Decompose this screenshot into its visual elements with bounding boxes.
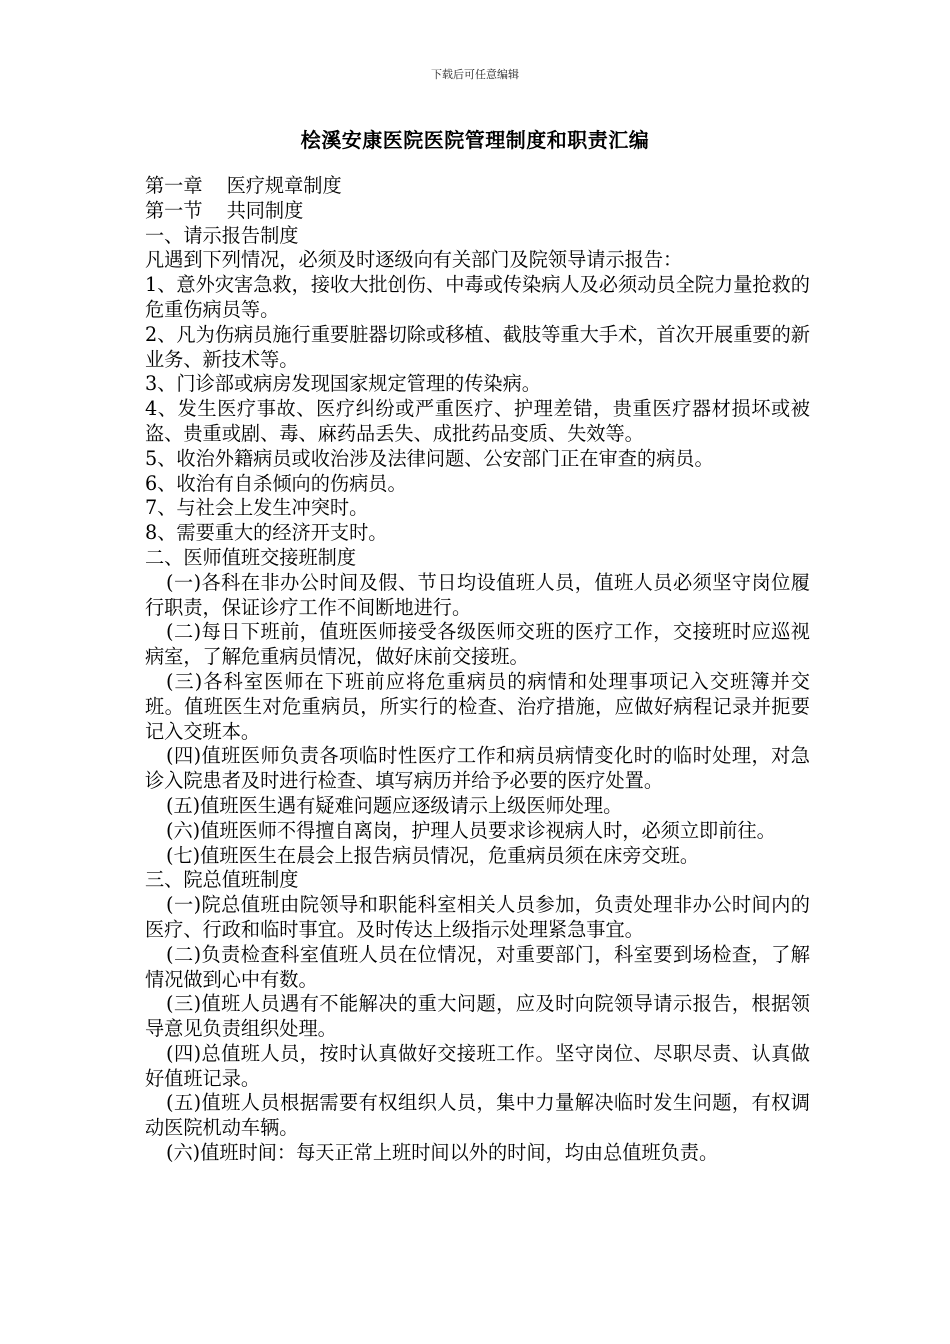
page-header-note: 下载后可任意编辑 bbox=[431, 68, 519, 81]
part1-item: 3、门诊部或病房发现国家规定管理的传染病。 bbox=[145, 372, 541, 396]
part2-item: (七)值班医生在晨会上报告病员情况，危重病员须在床旁交班。 bbox=[166, 843, 700, 867]
part1-intro: 凡遇到下列情况，必须及时逐级向有关部门及院领导请示报告： bbox=[145, 248, 683, 272]
part2-item: (六)值班医师不得擅自离岗，护理人员要求诊视病人时，必须立即前往。 bbox=[166, 818, 776, 842]
part3-item: (四)总值班人员，按时认真做好交接班工作。坚守岗位、尽职尽责、认真做好值班记录。 bbox=[145, 1041, 810, 1090]
part1-item: 5、收治外籍病员或收治涉及法律问题、公安部门正在审查的病员。 bbox=[145, 446, 714, 470]
part1-heading: 一、请示报告制度 bbox=[145, 223, 299, 247]
part1-item: 4、发生医疗事故、医疗纠纷或严重医疗、护理差错，贵重医疗器材损坏或被盗、贵重或剧、毒、麻药品丢失、成批药品变质、失效等。 bbox=[145, 397, 810, 445]
chapter-number: 第一章 bbox=[145, 174, 203, 197]
part2-item: (三)各科室医师在下班前应将危重病员的病情和处理事项记入交班簿并交班。值班医生对危重病员，所实行的检查、治疗措施，应做好病程记录并扼要记入交班本。 bbox=[145, 669, 810, 743]
part1-item: 8、需要重大的经济开支时。 bbox=[145, 521, 388, 545]
document-title: 桧溪安康医院医院管理制度和职责汇编 bbox=[300, 128, 650, 152]
part2-item: (四)值班医师负责各项临时性医疗工作和病员病情变化时的临时处理，对急诊入院患者及时进行检查、填写病历并给予必要的医疗处置。 bbox=[145, 744, 810, 793]
section-name: 共同制度 bbox=[226, 198, 304, 222]
chapter-heading bbox=[145, 174, 810, 199]
part1-item: 6、收治有自杀倾向的伤病员。 bbox=[145, 471, 407, 495]
section-number: 第一节 bbox=[145, 198, 203, 222]
part2-item: (二)每日下班前，值班医师接受各级医师交班的医疗工作，交接班时应巡视病室，了解危重病员情况，做好床前交接班。 bbox=[145, 620, 810, 669]
chapter-name: 医疗规章制度 bbox=[226, 174, 342, 197]
document-body bbox=[145, 174, 810, 1166]
part1-item: 7、与社会上发生冲突时。 bbox=[145, 496, 369, 520]
section-heading bbox=[145, 199, 810, 224]
part3-item: (三)值班人员遇有不能解决的重大问题，应及时向院领导请示报告，根据领导意见负责组织处理。 bbox=[145, 992, 810, 1041]
part3-item: (二)负责检查科室值班人员在位情况，对重要部门，科室要到场检查，了解情况做到心中有数。 bbox=[145, 942, 810, 991]
part3-item: (五)值班人员根据需要有权组织人员，集中力量解决临时发生问题，有权调动医院机动车辆。 bbox=[145, 1091, 810, 1140]
part2-item: (一)各科在非办公时间及假、节日均设值班人员，值班人员必须坚守岗位履行职责，保证诊疗工作不间断地进行。 bbox=[145, 570, 810, 619]
part3-item: (一)院总值班由院领导和职能科室相关人员参加，负责处理非办公时间内的医疗、行政和临时事宜。及时传达上级指示处理紧急事宜。 bbox=[145, 893, 810, 941]
part2-item: (五)值班医生遇有疑难问题应逐级请示上级医师处理。 bbox=[166, 793, 623, 817]
part1-item: 1、意外灾害急救，接收大批创伤、中毒或传染病人及必须动员全院力量抢救的危重伤病员等。 bbox=[145, 273, 810, 321]
part3-item: (六)值班时间：每天正常上班时间以外的时间，均由总值班负责。 bbox=[166, 1141, 719, 1165]
part3-heading: 三、院总值班制度 bbox=[145, 868, 299, 892]
part1-item: 2、凡为伤病员施行重要脏器切除或移植、截肢等重大手术，首次开展重要的新业务、新技术等。 bbox=[145, 322, 810, 371]
part2-heading: 二、医师值班交接班制度 bbox=[145, 545, 357, 569]
